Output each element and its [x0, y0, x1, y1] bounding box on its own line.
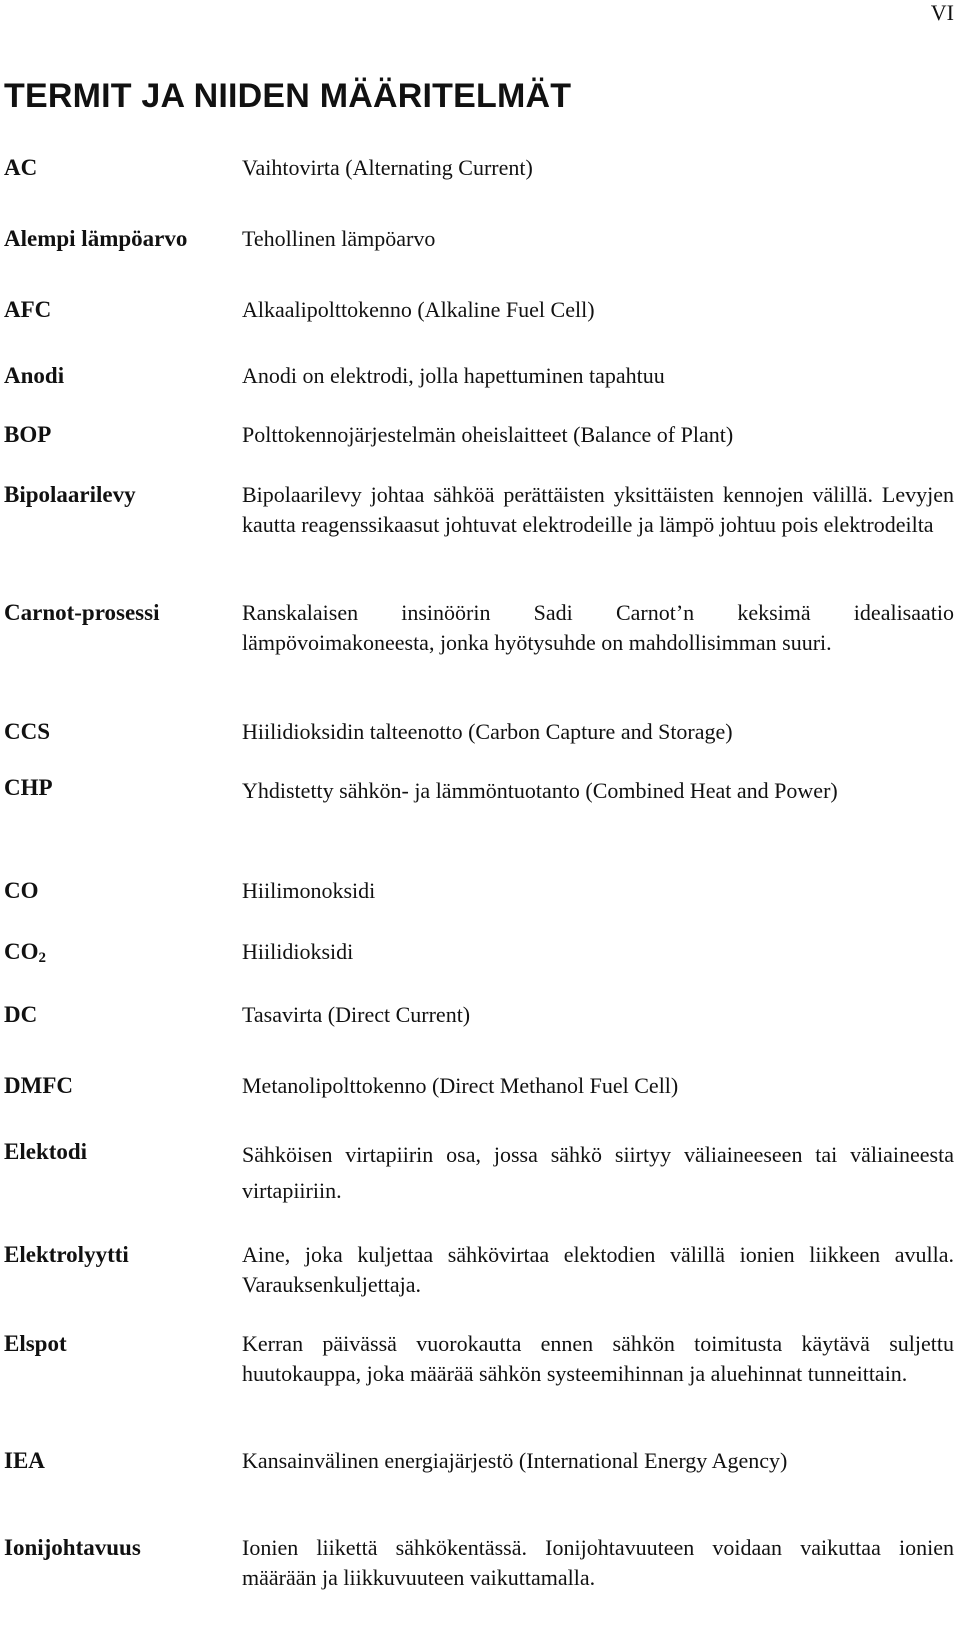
term-label: Elektrolyytti — [4, 1242, 129, 1267]
term-definition: Kerran päivässä vuorokautta ennen sähkön toimitusta käytävä suljettu huutokauppa, joka määrää sähkön systeemihinnan ja aluehinnat tunneittain. — [242, 1331, 954, 1386]
term-label: DMFC — [4, 1073, 73, 1098]
term-label: BOP — [4, 422, 52, 447]
page-title: TERMIT JA NIIDEN MÄÄRITELMÄT — [4, 77, 572, 115]
term-label — [4, 937, 46, 967]
term-definition: Tehollinen lämpöarvo — [242, 226, 436, 251]
term-definition: Hiilidioksidin talteenotto (Carbon Capture and Storage) — [242, 719, 733, 744]
term-definition: Tasavirta (Direct Current) — [242, 1002, 471, 1027]
term-label: IEA — [4, 1448, 45, 1473]
term-label: CCS — [4, 719, 51, 744]
term-definition: Bipolaarilevy johtaa sähköä perättäisten yksittäisten kennojen välillä. Levyjen kautta reagenssikaasut johtuvat elektrodeille ja lämpö johtuu pois elektrodeilta — [242, 482, 954, 537]
term-label-base: CO — [4, 939, 39, 964]
term-definition: Vaihtovirta (Alternating Current) — [242, 155, 533, 180]
term-label: Elektodi — [4, 1139, 88, 1164]
term-label-subscript: 2 — [38, 950, 46, 966]
term-label: Elspot — [4, 1331, 67, 1356]
term-definition: Kansainvälinen energiajärjestö (International Energy Agency) — [242, 1448, 788, 1473]
term-definition: Hiilimonoksidi — [242, 878, 376, 903]
term-definition: Alkaalipolttokenno (Alkaline Fuel Cell) — [242, 297, 595, 322]
term-label: AFC — [4, 297, 52, 322]
term-definition: Ranskalaisen insinöörin Sadi Carnot’n keksimä idealisaatio lämpövoimakoneesta, jonka hyötysuhde on mahdollisimman suuri. — [242, 600, 954, 655]
term-definition: Aine, joka kuljettaa sähkövirtaa elektodien välillä ionien liikkeen avulla. Varauksenkuljettaja. — [242, 1242, 954, 1297]
term-label: Ionijohtavuus — [4, 1535, 141, 1560]
term-definition: Ionien liikettä sähkökentässä. Ionijohtavuuteen voidaan vaikuttaa ionien määrään ja liikkuvuuteen vaikuttamalla. — [242, 1535, 954, 1590]
page-number: VI — [930, 0, 954, 25]
term-definition: Sähköisen virtapiirin osa, jossa sähkö siirtyy väliaineeseen tai väliaineesta virtapiiriin. — [242, 1142, 954, 1203]
term-definition: Metanolipolttokenno (Direct Methanol Fuel Cell) — [242, 1073, 679, 1098]
term-label: Anodi — [4, 363, 65, 388]
term-label: AC — [4, 155, 38, 180]
term-label: Alempi lämpöarvo — [4, 226, 188, 251]
term-definition: Hiilidioksidi — [242, 939, 354, 964]
term-definition: Anodi on elektrodi, jolla hapettuminen tapahtuu — [242, 363, 665, 388]
term-label: DC — [4, 1002, 38, 1027]
term-label: Bipolaarilevy — [4, 482, 136, 507]
term-label: CO — [4, 878, 39, 903]
term-label: CHP — [4, 775, 53, 800]
term-definition: Polttokennojärjestelmän oheislaitteet (Balance of Plant) — [242, 422, 734, 447]
term-label: Carnot-prosessi — [4, 600, 160, 625]
term-definition: Yhdistetty sähkön- ja lämmöntuotanto (Combined Heat and Power) — [242, 778, 838, 803]
